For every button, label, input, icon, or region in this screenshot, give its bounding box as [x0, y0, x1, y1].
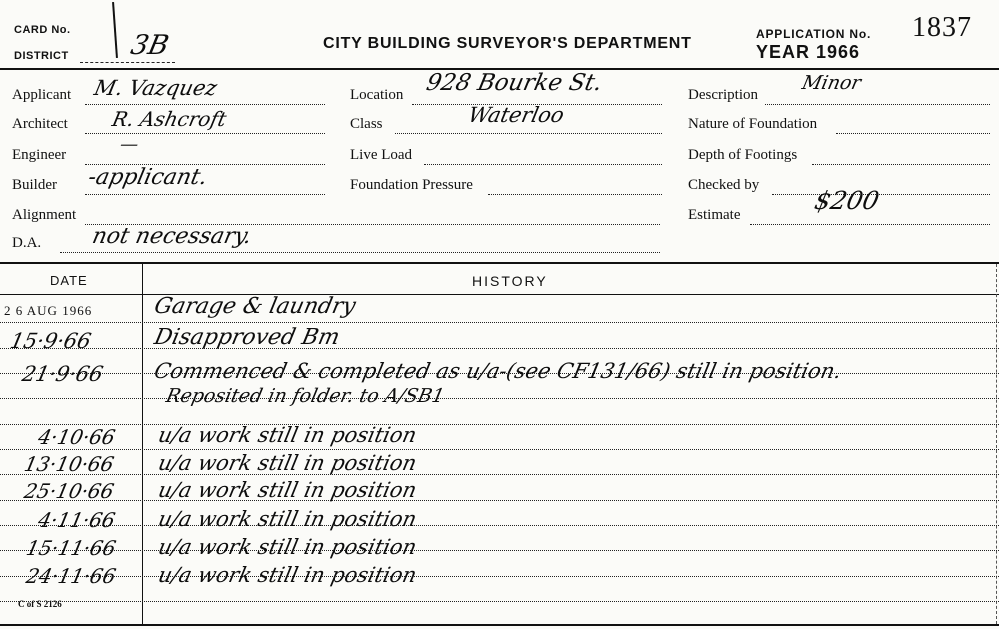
history-row-date: 15·11·66 — [24, 536, 119, 560]
applicant-value: M. Vazquez — [92, 76, 220, 100]
application-no-value: 1837 — [912, 12, 972, 43]
foundation-pressure-label: Foundation Pressure — [350, 177, 473, 193]
da-label: D.A. — [12, 235, 42, 251]
history-row-date: 15·9·66 — [8, 329, 94, 353]
history-row-entry: u/a work still in position — [156, 451, 419, 475]
estimate-value: $200 — [812, 186, 882, 215]
history-row-entry: u/a work still in position — [156, 535, 419, 559]
history-row-date: 4·11·66 — [36, 508, 118, 532]
location-label: Location — [350, 87, 404, 103]
department-title: CITY BUILDING SURVEYOR'S DEPARTMENT — [323, 35, 692, 52]
history-row-entry: u/a work still in position — [156, 478, 419, 502]
class-label: Class — [350, 116, 383, 132]
alignment-label: Alignment — [12, 207, 77, 223]
nature-of-foundation-label: Nature of Foundation — [688, 116, 818, 132]
application-no-label: APPLICATION No. — [756, 27, 872, 41]
history-row-entry: u/a work still in position — [156, 423, 419, 447]
date-column-header: DATE — [50, 273, 88, 288]
history-row-entry: Garage & laundry — [152, 294, 358, 319]
history-row-entry: Disapproved Bm — [152, 325, 342, 350]
location-value: 928 Bourke St. — [424, 70, 605, 96]
architect-value: R. Ashcroft — [110, 107, 229, 131]
history-row-entry: Commenced & completed as u/a-(see CF131/66) still in position. — [152, 359, 844, 383]
bottom-rule — [0, 624, 999, 626]
builder-value: -applicant. — [86, 165, 210, 190]
table-top-rule — [0, 262, 999, 264]
history-row-date: 13·10·66 — [22, 452, 117, 476]
engineer-value: — — [118, 134, 141, 155]
history-row-date: 2 6 AUG 1966 — [4, 303, 93, 318]
history-row-entry: u/a work still in position — [156, 563, 419, 587]
district-label: DISTRICT — [14, 50, 69, 62]
description-label: Description — [688, 87, 758, 103]
right-edge-line — [996, 264, 997, 624]
applicant-label: Applicant — [12, 87, 72, 103]
history-row-date: 25·10·66 — [22, 479, 117, 503]
district-value: 3B — [128, 30, 172, 61]
description-value: Minor — [800, 72, 863, 94]
district-line — [80, 62, 175, 63]
history-row-entry: u/a work still in position — [156, 507, 419, 531]
history-row-date: 21·9·66 — [20, 362, 106, 386]
live-load-label: Live Load — [350, 147, 413, 163]
history-row-date: 24·11·66 — [24, 564, 119, 588]
history-column-header: HISTORY — [472, 273, 548, 289]
card-no-label: CARD No. — [14, 24, 71, 36]
class-value: Waterloo — [466, 103, 567, 127]
builder-label: Builder — [12, 177, 57, 193]
form-code: C of S 2126 — [18, 599, 62, 609]
date-column-divider — [142, 264, 143, 624]
year-label: YEAR 1966 — [756, 42, 861, 62]
checked-by-label: Checked by — [688, 177, 760, 193]
header-row-rule — [0, 294, 999, 295]
architect-label: Architect — [12, 116, 68, 132]
history-row-entry: Reposited in folder. to A/SB1 — [164, 385, 447, 407]
depth-of-footings-label: Depth of Footings — [688, 147, 798, 163]
estimate-label: Estimate — [688, 207, 741, 223]
history-row-date: 4·10·66 — [36, 425, 118, 449]
da-value: not necessary. — [90, 224, 254, 249]
card-number-stroke — [112, 2, 118, 58]
engineer-label: Engineer — [12, 147, 67, 163]
